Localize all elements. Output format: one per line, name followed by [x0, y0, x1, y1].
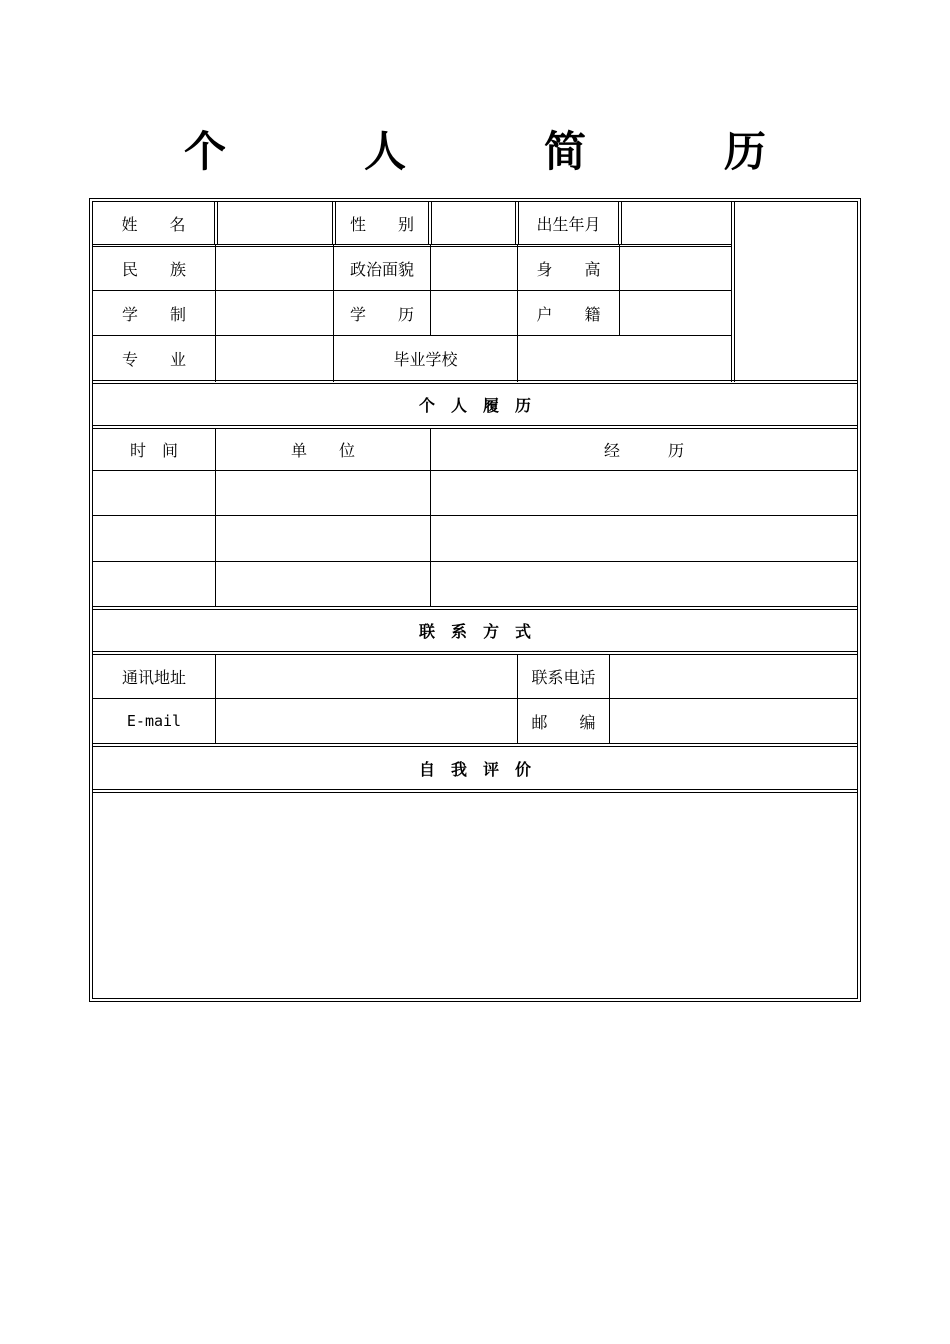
major-label: 专 业: [121, 349, 186, 369]
grid-line: [515, 202, 516, 245]
history-row-3-time[interactable]: [93, 562, 215, 606]
ethnicity-field[interactable]: [216, 247, 333, 290]
grid-line: [93, 651, 857, 652]
gender-field[interactable]: [432, 203, 515, 244]
page-title: 个 人 简 历: [183, 127, 814, 176]
grid-line: [332, 202, 333, 245]
history-row-1-time[interactable]: [93, 471, 215, 515]
history-row-2-time[interactable]: [93, 516, 215, 561]
political-field[interactable]: [431, 247, 517, 290]
grid-line: [618, 202, 619, 245]
hukou-field[interactable]: [620, 291, 731, 335]
school-field[interactable]: [518, 336, 731, 380]
postcode-label: 邮 编: [531, 712, 596, 732]
political-label: 政治面貌: [349, 260, 414, 279]
ethnicity-label: 民 族: [121, 260, 186, 279]
grid-line: [93, 244, 731, 245]
grid-line: [93, 425, 857, 426]
birth-field[interactable]: [622, 203, 731, 244]
email-label: E-mail: [126, 712, 182, 730]
school-label: 毕业学校: [393, 349, 458, 369]
history-col-time: 时 间: [129, 441, 178, 460]
history-section-title: 个 人 履 历: [418, 396, 531, 415]
grid-line: [93, 380, 857, 381]
name-field[interactable]: [218, 203, 332, 244]
postcode-field[interactable]: [610, 699, 857, 743]
self-eval-field[interactable]: [93, 793, 857, 997]
history-row-2-experience[interactable]: [431, 516, 857, 561]
major-field[interactable]: [216, 336, 333, 380]
hukou-label: 户 籍: [536, 304, 601, 324]
phone-field[interactable]: [610, 655, 857, 698]
education-label: 学 历: [349, 304, 414, 324]
history-row-2-unit[interactable]: [216, 516, 430, 561]
history-row-1-experience[interactable]: [431, 471, 857, 515]
grid-line: [93, 789, 857, 790]
grid-line: [731, 202, 732, 382]
history-col-experience: 经 历: [603, 441, 684, 460]
birth-label: 出生年月: [536, 215, 601, 234]
address-field[interactable]: [216, 655, 517, 698]
schooling-label: 学 制: [121, 304, 186, 324]
history-row-3-experience[interactable]: [431, 562, 857, 606]
gender-label: 性 别: [349, 215, 414, 234]
history-row-1-unit[interactable]: [216, 471, 430, 515]
phone-label: 联系电话: [531, 668, 596, 687]
schooling-field[interactable]: [216, 291, 333, 335]
photo-area[interactable]: [735, 203, 857, 380]
self-eval-section-title: 自 我 评 价: [418, 759, 531, 779]
history-row-3-unit[interactable]: [216, 562, 430, 606]
email-field[interactable]: [216, 699, 517, 743]
height-field[interactable]: [620, 247, 731, 290]
history-col-unit: 单 位: [290, 441, 355, 460]
name-label: 姓 名: [121, 215, 186, 234]
education-field[interactable]: [431, 291, 517, 335]
grid-line: [428, 202, 429, 245]
grid-line: [214, 202, 215, 245]
height-label: 身 高: [536, 260, 601, 279]
grid-line: [93, 743, 857, 744]
contact-section-title: 联 系 方 式: [418, 622, 531, 641]
address-label: 通讯地址: [121, 668, 186, 687]
grid-line: [93, 606, 857, 607]
